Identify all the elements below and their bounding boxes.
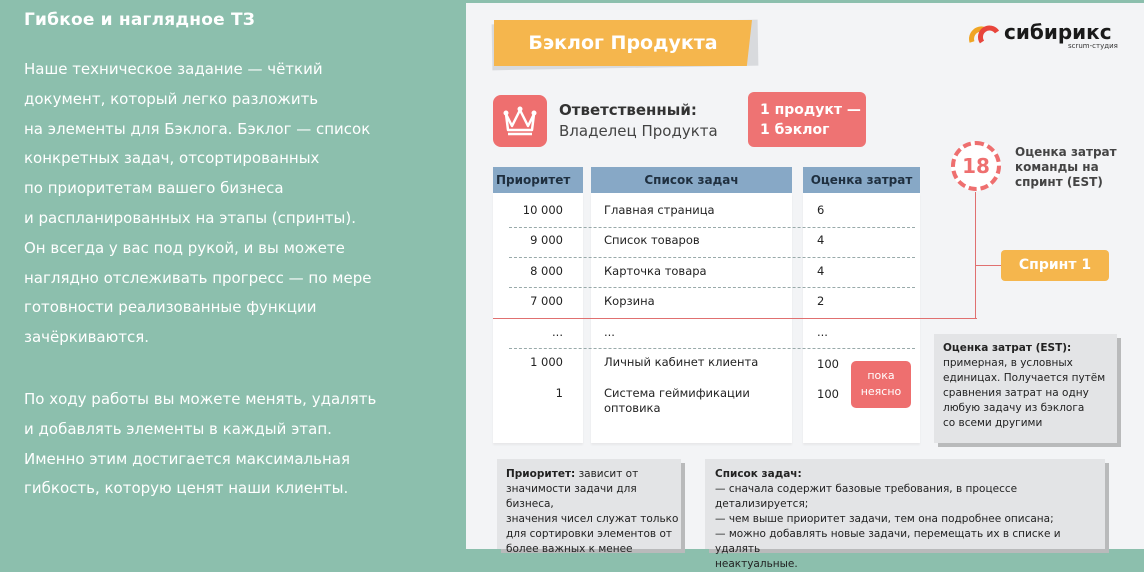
row-priority: 9 000 <box>530 233 563 247</box>
flex-line: По ходу работы вы можете менять, удалять <box>24 390 377 408</box>
note-line: неактуальные. <box>715 558 798 570</box>
priority-header: Приоритет <box>493 167 583 193</box>
unclear-line: пока <box>867 369 895 382</box>
row-task: Карточка товара <box>604 264 707 278</box>
intro-line: готовности реализованные функции <box>24 298 317 317</box>
tasks-header: Список задач <box>591 167 792 193</box>
row-divider <box>509 348 915 349</box>
row-divider <box>509 287 915 288</box>
logo-subtitle: scrum-студия <box>1068 42 1118 50</box>
crown-badge <box>493 95 547 147</box>
intro-line: документ, который легко разложить <box>24 89 319 108</box>
badge-line: 1 продукт — <box>760 102 861 118</box>
logo-mark-icon <box>970 24 1000 44</box>
row-divider <box>509 257 915 258</box>
estimate-header: Оценка затрат <box>803 167 920 193</box>
crown-icon <box>502 104 538 138</box>
unclear-badge <box>851 361 911 408</box>
est-label-line: команды на <box>1015 160 1099 174</box>
unclear-line: неясно <box>860 385 902 398</box>
intro-line: конкретных задач, отсортированных <box>24 149 320 168</box>
sprint-connector-vertical <box>975 192 976 319</box>
row-task: ... <box>604 325 615 339</box>
sprint-estimate-value: 18 <box>962 154 990 178</box>
flex-line: гибкость, которую ценят наши клиенты. <box>24 479 349 498</box>
priority-note-title: Приоритет: <box>506 468 576 480</box>
responsible-label: Ответственный: <box>559 101 697 119</box>
intro-paragraph <box>24 55 464 353</box>
priority-note <box>497 459 681 555</box>
backlog-title: Бэклог Продукта <box>528 32 718 54</box>
note-line: — можно добавлять новые задачи, перемещать их в списке и удалять <box>715 528 1061 555</box>
note-line: единицах. Получается путём <box>943 372 1106 384</box>
flex-line: Именно этим достигается максимальная <box>24 449 351 468</box>
row-priority: 7 000 <box>530 294 563 308</box>
est-label-line: спринт (EST) <box>1015 175 1103 189</box>
note-line: примерная, в условных <box>943 357 1073 369</box>
note-line: более важных к менее <box>506 543 633 555</box>
note-line: зависит от <box>575 468 639 480</box>
product-backlog-badge <box>748 92 866 147</box>
note-line: сравнения затрат на одну <box>943 387 1089 399</box>
sprint-connector <box>975 265 1003 266</box>
sibirix-logo <box>968 18 1138 52</box>
row-estimate: 2 <box>817 294 825 308</box>
row-estimate: 100 <box>817 357 839 371</box>
row-task: Система геймификации оптовика <box>604 386 750 415</box>
sprint-label: Спринт 1 <box>1001 250 1109 281</box>
row-estimate: 100 <box>817 387 839 401</box>
row-estimate: 4 <box>817 264 825 278</box>
intro-line: Наше техническое задание — чёткий <box>24 60 323 78</box>
note-line: значения чисел служат только <box>506 513 679 525</box>
sprint-boundary-line <box>493 318 977 319</box>
row-divider <box>509 227 915 228</box>
intro-line: наглядно отслеживать прогресс — по мере <box>24 268 372 287</box>
note-line: — чем выше приоритет задачи, тем она подробнее описана; <box>715 513 1054 525</box>
tasks-note-title: Список задач: <box>715 468 802 480</box>
row-priority: 1 000 <box>530 355 563 369</box>
card-top-strip <box>466 0 1144 3</box>
estimate-note <box>934 334 1117 443</box>
intro-line: на элементы для Бэклога. Бэклог — список <box>24 119 371 138</box>
left-panel <box>0 0 466 549</box>
intro-line: по приоритетам вашего бизнеса <box>24 179 284 198</box>
note-line: любую задачу из бэклога <box>943 402 1085 414</box>
row-task: Корзина <box>604 294 655 308</box>
intro-line: и распланированных на этапы (спринты). <box>24 208 356 227</box>
row-estimate: 6 <box>817 203 825 217</box>
note-line: — сначала содержит базовые требования, в процессе детализируется; <box>715 483 1018 510</box>
sprint-estimate-circle <box>951 141 1001 191</box>
row-priority: ... <box>552 325 563 339</box>
intro-line: зачёркиваются. <box>24 328 150 347</box>
panel-heading: Гибкое и наглядное ТЗ <box>24 10 256 30</box>
row-priority: 10 000 <box>522 203 563 217</box>
est-label-line: Оценка затрат <box>1015 145 1117 159</box>
row-task: Список товаров <box>604 233 700 247</box>
intro-line: Он всегда у вас под рукой, и вы можете <box>24 238 345 257</box>
note-line: для сортировки элементов от <box>506 528 672 540</box>
note-line: со всеми другими <box>943 417 1043 429</box>
sprint-estimate-label <box>1015 145 1117 190</box>
row-priority: 1 <box>555 386 563 400</box>
note-line: значимости задачи для бизнеса, <box>506 483 637 510</box>
badge-line: 1 бэклог <box>760 122 830 138</box>
flex-line: и добавлять элементы в каждый этап. <box>24 419 332 438</box>
row-estimate: 4 <box>817 233 825 247</box>
flexibility-paragraph <box>24 385 464 504</box>
row-task: Главная страница <box>604 203 715 217</box>
row-estimate: ... <box>817 325 828 339</box>
row-task: Личный кабинет клиента <box>604 355 759 369</box>
responsible-value: Владелец Продукта <box>559 122 718 140</box>
logo-name: сибирикс <box>1004 20 1112 44</box>
tasks-note <box>705 459 1105 570</box>
estimate-note-title: Оценка затрат (EST): <box>943 342 1072 354</box>
row-priority: 8 000 <box>530 264 563 278</box>
